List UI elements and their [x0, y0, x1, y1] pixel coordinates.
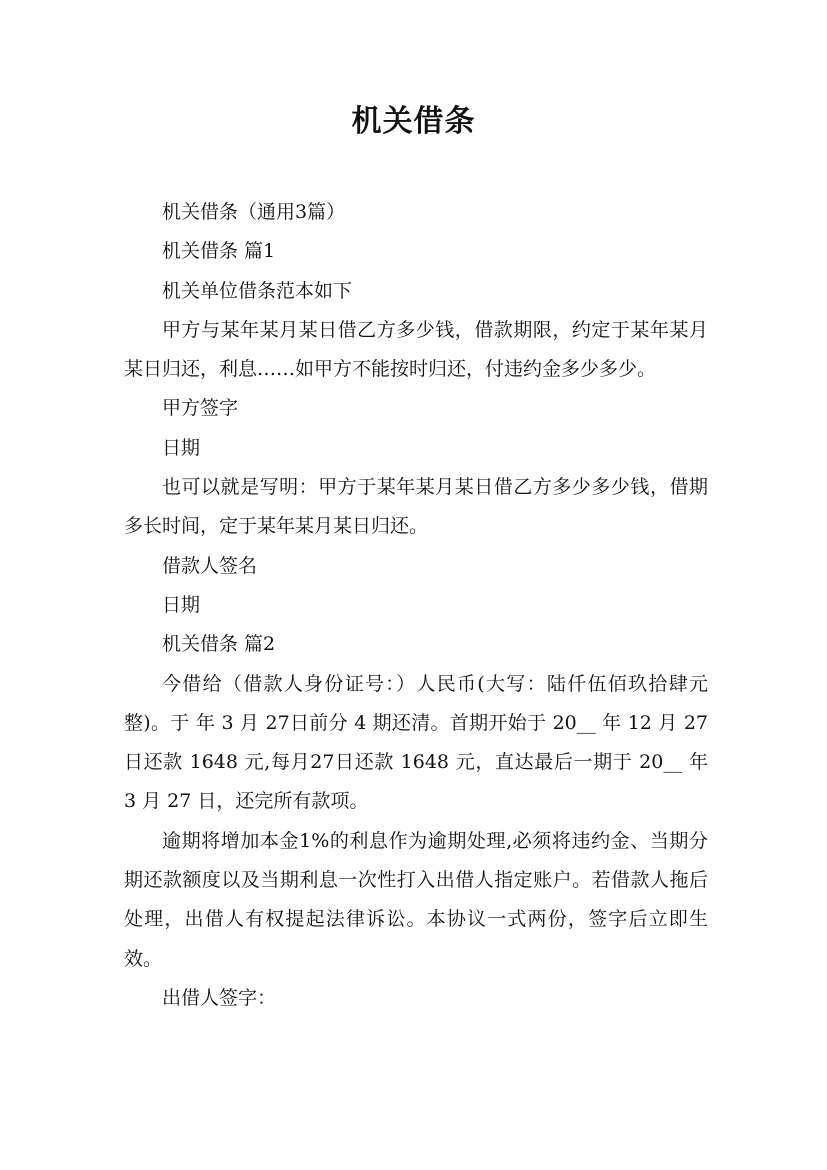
paragraph: 甲方与某年某月某日借乙方多少钱，借款期限，约定于某年某月某日归还，利息……如甲方不能按时归还，付违约金多少多少。	[124, 318, 708, 381]
document-title: 机关借条	[351, 104, 476, 139]
date-line: 日期	[162, 593, 201, 616]
paragraph: 逾期将增加本金1%的利息作为逾期处理,必须将违约金、当期分期还款额度以及当期利息一次性打入出借人指定账户。若借款人拖后处理，出借人有权提起法律诉讼。本协议一式两份，签字后立即生效。	[124, 829, 708, 970]
paragraph: 今借给（借款人身份证号：）人民币(大写：陆仟伍佰玖拾肆元整)。于 年 3 月 27日前分 4 期还清。首期开始于 20__ 年 12 月 27日还款 1648 元,每月27日还款 1648 元，直达最后一期于 20__ 年 3 月 27 日，还完所有款项。	[124, 672, 708, 813]
date-line: 日期	[162, 436, 201, 459]
paragraph-heading: 机关借条（通用3篇）	[162, 201, 346, 223]
paragraph: 机关单位借条范本如下	[162, 279, 353, 302]
document-body	[124, 193, 708, 1018]
section-title-1: 机关借条 篇1	[162, 240, 276, 263]
signature-line: 借款人签名	[162, 554, 258, 577]
signature-line: 出借人签字：	[162, 986, 277, 1009]
section-title-2: 机关借条 篇2	[162, 633, 276, 656]
signature-line: 甲方签字	[162, 397, 239, 420]
paragraph: 也可以就是写明：甲方于某年某月某日借乙方多少多少钱，借期多长时间，定于某年某月某日归还。	[124, 476, 708, 538]
